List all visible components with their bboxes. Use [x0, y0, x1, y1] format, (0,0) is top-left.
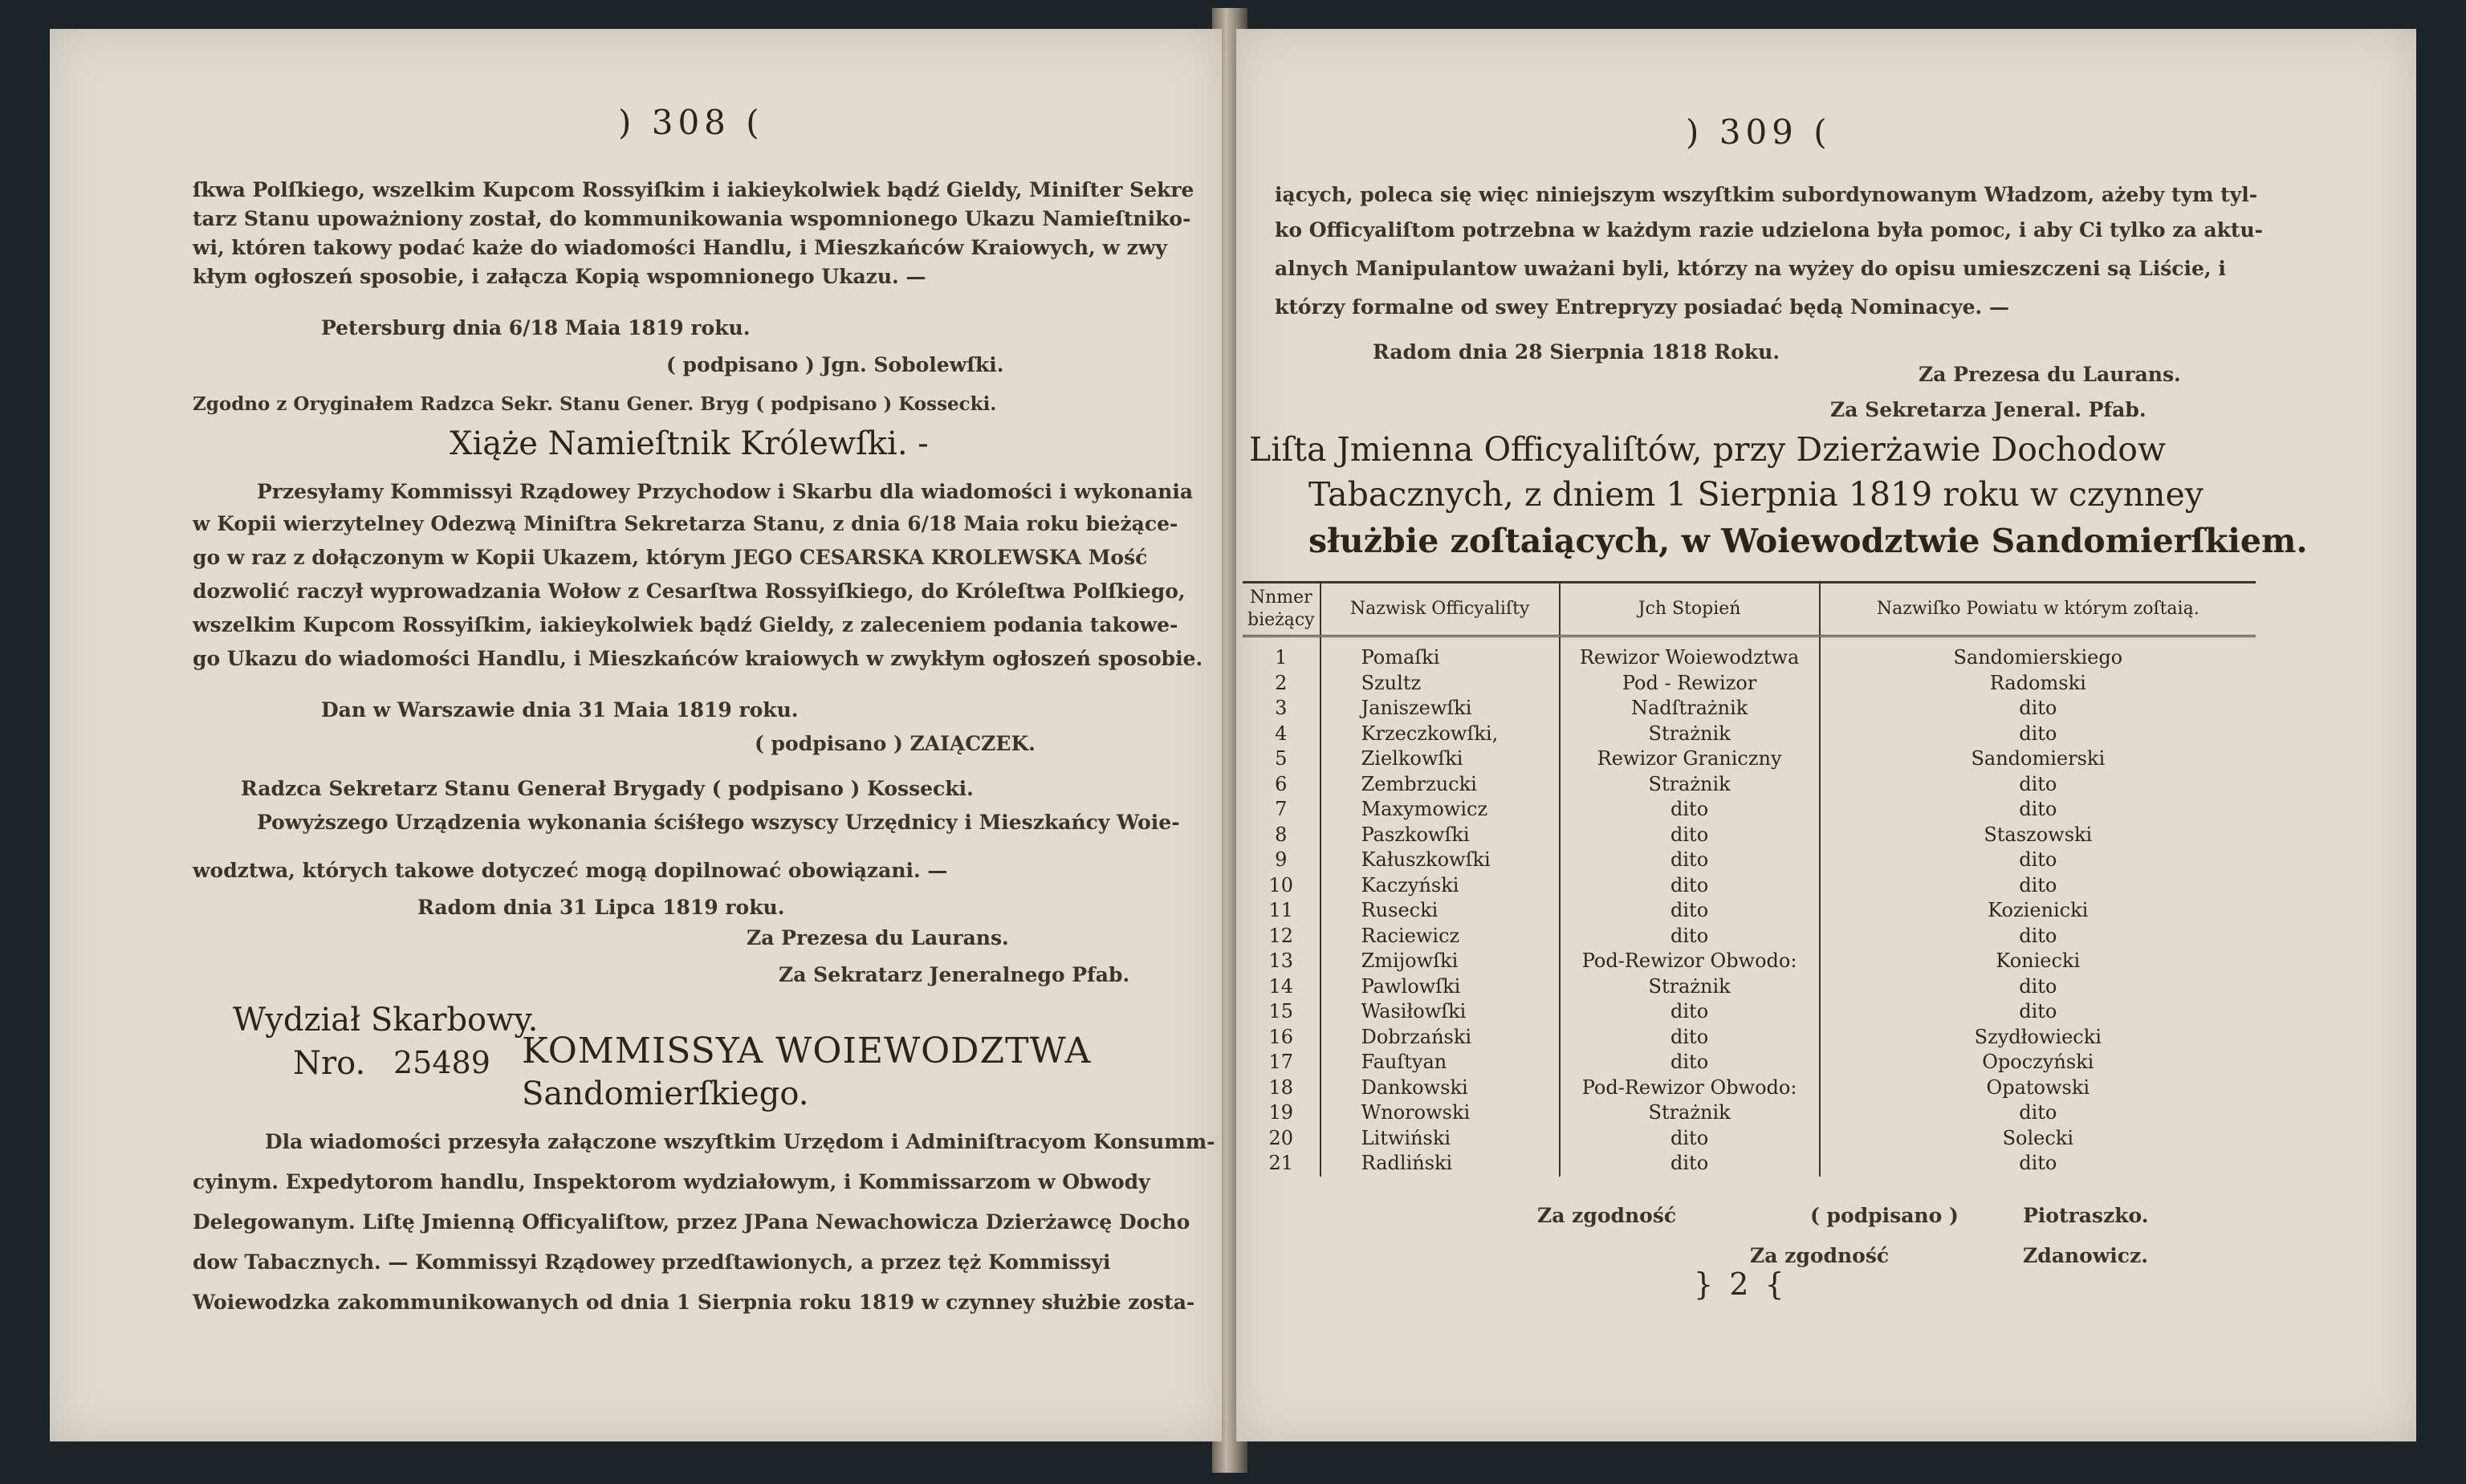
official-rank: Strażnik [1560, 722, 1820, 747]
district-name: dito [1820, 974, 2256, 1000]
table-row [1243, 1050, 2256, 1075]
row-number: 11 [1268, 899, 1294, 921]
prince-text-line: wszelkim Kupcom Rossyiſkim, iakieykolwiek bądź Gieldy, z zaleceniem podania takowe- [193, 613, 1178, 636]
table-row [1243, 696, 2256, 722]
official-name: Rusecki [1320, 898, 1560, 924]
row-number: 1 [1275, 646, 1288, 669]
left-text-line: Zgodno z Oryginałem Radzca Sekr. Stanu Gener. Bryg ( podpisano ) Kossecki. [193, 393, 997, 415]
table-row [1243, 1075, 2256, 1101]
district-name: dito [1820, 797, 2256, 823]
list-title-line: Liſta Jmienna Officyaliſtów, przy Dzierżawie Dochodow [1249, 430, 2166, 469]
row-number: 19 [1268, 1101, 1294, 1124]
table-row [1243, 974, 2256, 1000]
row-number: 18 [1268, 1075, 1294, 1099]
official-rank: Pod - Rewizor [1560, 671, 1820, 697]
district-name: Radomski [1820, 671, 2256, 697]
left-text-line: Petersburg dnia 6/18 Maia 1819 roku. [321, 316, 751, 339]
official-name: Litwiński [1320, 1126, 1560, 1152]
official-rank: Pod-Rewizor Obwodo: [1560, 949, 1820, 974]
official-rank: Strażnik [1560, 772, 1820, 798]
col-header-name: Nazwisk Officyaliſty [1320, 583, 1560, 636]
official-name: Kaczyński [1320, 873, 1560, 899]
row-number: 12 [1268, 924, 1294, 947]
official-name: Krzeczkowſki, [1320, 722, 1560, 747]
right-text-line: alnych Manipulantow uważani byli, którzy na wyżey do opisu umieszczeni są Liście, i [1275, 257, 2226, 280]
official-rank: Nadſtrażnik [1560, 696, 1820, 722]
table-row [1243, 823, 2256, 848]
official-name: Pomaſki [1320, 636, 1560, 671]
district-name: Kozienicki [1820, 898, 2256, 924]
district-name: dito [1820, 772, 2256, 798]
right-text-line: którzy formalne od swey Entrepryzy posiadać będą Nominacye. — [1275, 295, 2009, 319]
district-name: Sandomierskiego [1820, 636, 2256, 671]
table-row [1243, 1151, 2256, 1177]
district-name: Opoczyński [1820, 1050, 2256, 1075]
officials-table [1243, 581, 2256, 1177]
prince-text-line: dozwolić raczył wyprowadzania Wołow z Cesarſtwa Rossyiſkiego, do Króleſtwa Polſkiego, [193, 579, 1186, 603]
table-header-row [1243, 583, 2256, 636]
official-name: Szultz [1320, 671, 1560, 697]
table-row [1243, 722, 2256, 747]
official-name: Wnorowski [1320, 1100, 1560, 1126]
table-row [1243, 1100, 2256, 1126]
table-row [1243, 1025, 2256, 1051]
commission-text-line: Delegowanym. Liſtę Jmienną Officyaliſtow, przez JPana Newachowicza Dzierżawcę Docho [193, 1210, 1190, 1234]
official-rank: Strażnik [1560, 974, 1820, 1000]
official-rank: dito [1560, 823, 1820, 848]
left-text-line: wi, któren takowy podać każe do wiadomości Handlu, i Mieszkańców Kraiowych, w zwy [193, 236, 1167, 259]
district-name: Solecki [1820, 1126, 2256, 1152]
prince-text-line: w Kopii wierzytelney Odezwą Miniſtra Sekretarza Stanu, z dnia 6/18 Maia roku bieżące- [193, 512, 1178, 535]
signature-mark: } 2 { [1694, 1266, 1788, 1302]
official-rank: Rewizor Graniczny [1560, 746, 1820, 772]
list-title-line: służbie zoſtaiących, w Woiewodztwie Sandomierſkiem. [1308, 522, 2308, 560]
official-name: Kałuszkowſki [1320, 848, 1560, 873]
prince-text-line: Dan w Warszawie dnia 31 Maia 1819 roku. [321, 698, 799, 722]
signature-podpisano: ( podpisano ) [1810, 1204, 1959, 1227]
table-row [1243, 636, 2256, 671]
col-header-number: Nnmer bieżący [1243, 583, 1320, 636]
district-name: dito [1820, 722, 2256, 747]
commission-text-line: Woiewodzka zakommunikowanych od dnia 1 Sierpnia roku 1819 w czynney służbie zosta- [193, 1291, 1195, 1314]
row-number: 10 [1268, 873, 1294, 896]
district-name: Sandomierski [1820, 746, 2256, 772]
official-rank: dito [1560, 924, 1820, 949]
official-rank: Pod-Rewizor Obwodo: [1560, 1075, 1820, 1101]
left-text-line: tarz Stanu upoważniony został, do kommunikowania wspomnionego Ukazu Namieſtniko- [193, 207, 1191, 230]
list-title-line: Tabacznych, z dniem 1 Sierpnia 1819 roku w czynney [1308, 475, 2204, 514]
official-name: Zielkowſki [1320, 746, 1560, 772]
district-name: dito [1820, 848, 2256, 873]
district-name: Koniecki [1820, 949, 2256, 974]
official-rank: dito [1560, 848, 1820, 873]
left-text-line: kłym ogłoszeń sposobie, i załącza Kopią wspomnionego Ukazu. — [193, 265, 926, 288]
official-rank: Rewizor Woiewodztwa [1560, 636, 1820, 671]
official-name: Fauſtyan [1320, 1050, 1560, 1075]
table-row [1243, 797, 2256, 823]
right-text-line: iących, poleca się więc niniejszym wszyſtkim subordynowanym Władzom, ażeby tym tyl- [1275, 183, 2258, 206]
commission-text-line: cyinym. Expedytorom handlu, Inspektorom wydziałowym, i Kommissarzom w Obwody [193, 1170, 1150, 1193]
official-name: Zembrzucki [1320, 772, 1560, 798]
official-name: Paszkowſki [1320, 823, 1560, 848]
district-name: dito [1820, 696, 2256, 722]
district-name: Szydłowiecki [1820, 1025, 2256, 1051]
official-name: Pawlowſki [1320, 974, 1560, 1000]
table-row [1243, 772, 2256, 798]
commission-heading: KOMMISSYA WOIEWODZTWA [522, 1031, 1092, 1071]
official-rank: dito [1560, 1025, 1820, 1051]
signature-name: Piotraszko. [2023, 1204, 2149, 1227]
commission-text-line: dow Tabacznych. — Kommissyi Rządowey przedſtawionych, a przez tęż Kommissyi [193, 1250, 1111, 1274]
prince-text-line: Radom dnia 31 Lipca 1819 roku. [417, 896, 785, 919]
row-number: 3 [1275, 697, 1288, 719]
official-name: Maxymowicz [1320, 797, 1560, 823]
row-number: 4 [1275, 722, 1288, 745]
official-rank: dito [1560, 797, 1820, 823]
official-name: Raciewicz [1320, 924, 1560, 949]
col-header-rank: Jch Stopień [1560, 583, 1820, 636]
prince-heading: Xiąże Namieſtnik Królewſki. - [450, 425, 929, 462]
official-rank: dito [1560, 873, 1820, 899]
prince-text-line: Za Sekratarz Jeneralnego Pfab. [779, 963, 1130, 986]
district-name: dito [1820, 924, 2256, 949]
table-row [1243, 898, 2256, 924]
table-row [1243, 848, 2256, 873]
prince-text-line: ( podpisano ) ZAIĄCZEK. [755, 732, 1036, 755]
commission-text-line: Dla wiadomości przesyła załączone wszyſtkim Urzędom i Adminiſtracyom Konsumm- [265, 1130, 1215, 1153]
official-name: Wasiłowſki [1320, 999, 1560, 1025]
left-text-line: ( podpisano ) Jgn. Sobolewſki. [666, 353, 1004, 376]
left-text-line: ſkwa Polſkiego, wszelkim Kupcom Rossyiſkim i iakieykolwiek bądź Gieldy, Miniſter Sekre [193, 178, 1194, 201]
signature-za-zgodnosc: Za zgodność [1537, 1204, 1677, 1227]
right-text-line: ko Officyaliſtom potrzebna w każdym razie udzielona była pomoc, i aby Ci tylko za aktu- [1275, 218, 2264, 242]
row-number: 9 [1275, 848, 1288, 871]
right-page-number: ) 309 ( [1686, 112, 1832, 152]
row-number: 8 [1275, 823, 1288, 846]
prince-text-line: Za Prezesa du Laurans. [747, 926, 1009, 949]
left-page-number: ) 308 ( [618, 103, 764, 142]
row-number: 5 [1275, 747, 1288, 770]
district-name: dito [1820, 1100, 2256, 1126]
row-number: 15 [1268, 1000, 1294, 1023]
commission-subheading: Sandomierſkiego. [522, 1075, 809, 1112]
nro-label: Nro. [293, 1045, 366, 1082]
row-number: 17 [1268, 1051, 1294, 1073]
official-name: Dankowski [1320, 1075, 1560, 1101]
row-number: 2 [1275, 671, 1288, 694]
district-name: dito [1820, 1151, 2256, 1177]
row-number: 16 [1268, 1025, 1294, 1048]
official-rank: dito [1560, 999, 1820, 1025]
row-number: 20 [1268, 1126, 1294, 1149]
prince-text-line: wodztwa, których takowe dotyczeć mogą dopilnować obowiązani. — [193, 859, 948, 882]
district-name: dito [1820, 999, 2256, 1025]
signature-za-zgodnosc: Za zgodność [1750, 1244, 1890, 1267]
table-row [1243, 949, 2256, 974]
right-text-line: Radom dnia 28 Sierpnia 1818 Roku. [1373, 340, 1780, 364]
official-rank: dito [1560, 1151, 1820, 1177]
row-number: 14 [1268, 974, 1294, 998]
prince-text-line: go Ukazu do wiadomości Handlu, i Mieszkańców kraiowych w zwykłym ogłoszeń sposobie. [193, 647, 1203, 670]
table-row [1243, 924, 2256, 949]
official-name: Radliński [1320, 1151, 1560, 1177]
prince-text-line: go w raz z dołączonym w Kopii Ukazem, którym JEGO CESARSKA KROLEWSKA Mość [193, 546, 1148, 569]
district-name: Opatowski [1820, 1075, 2256, 1101]
official-rank: dito [1560, 1050, 1820, 1075]
district-name: dito [1820, 873, 2256, 899]
nro-number: 25489 [393, 1045, 490, 1080]
official-name: Janiszewſki [1320, 696, 1560, 722]
row-number: 7 [1275, 798, 1288, 820]
official-name: Zmijowſki [1320, 949, 1560, 974]
right-text-line: Za Prezesa du Laurans. [1919, 363, 2181, 386]
col-header-district: Nazwiſko Powiatu w którym zoſtaią. [1820, 583, 2256, 636]
row-number: 6 [1275, 772, 1288, 795]
prince-text-line: Powyższego Urządzenia wykonania ściśłego wszyscy Urzędnicy i Mieszkańcy Woie- [257, 811, 1180, 834]
row-number: 21 [1268, 1152, 1294, 1174]
row-number: 13 [1268, 949, 1294, 972]
table-row [1243, 999, 2256, 1025]
table-row [1243, 746, 2256, 772]
prince-text-line: Radzca Sekretarz Stanu Generał Brygady ( podpisano ) Kossecki. [241, 777, 974, 800]
official-name: Dobrzański [1320, 1025, 1560, 1051]
table-row [1243, 671, 2256, 697]
table-row [1243, 1126, 2256, 1152]
official-rank: dito [1560, 1126, 1820, 1152]
prince-text-line: Przesyłamy Kommissyi Rządowey Przychodow i Skarbu dla wiadomości i wykonania [257, 480, 1194, 503]
district-name: Staszowski [1820, 823, 2256, 848]
signature-name: Zdanowicz. [2023, 1244, 2148, 1267]
table-row [1243, 873, 2256, 899]
right-text-line: Za Sekretarza Jeneral. Pfab. [1830, 398, 2147, 421]
wydzial-heading: Wydział Skarbowy. [233, 1002, 539, 1039]
official-rank: Strażnik [1560, 1100, 1820, 1126]
official-rank: dito [1560, 898, 1820, 924]
